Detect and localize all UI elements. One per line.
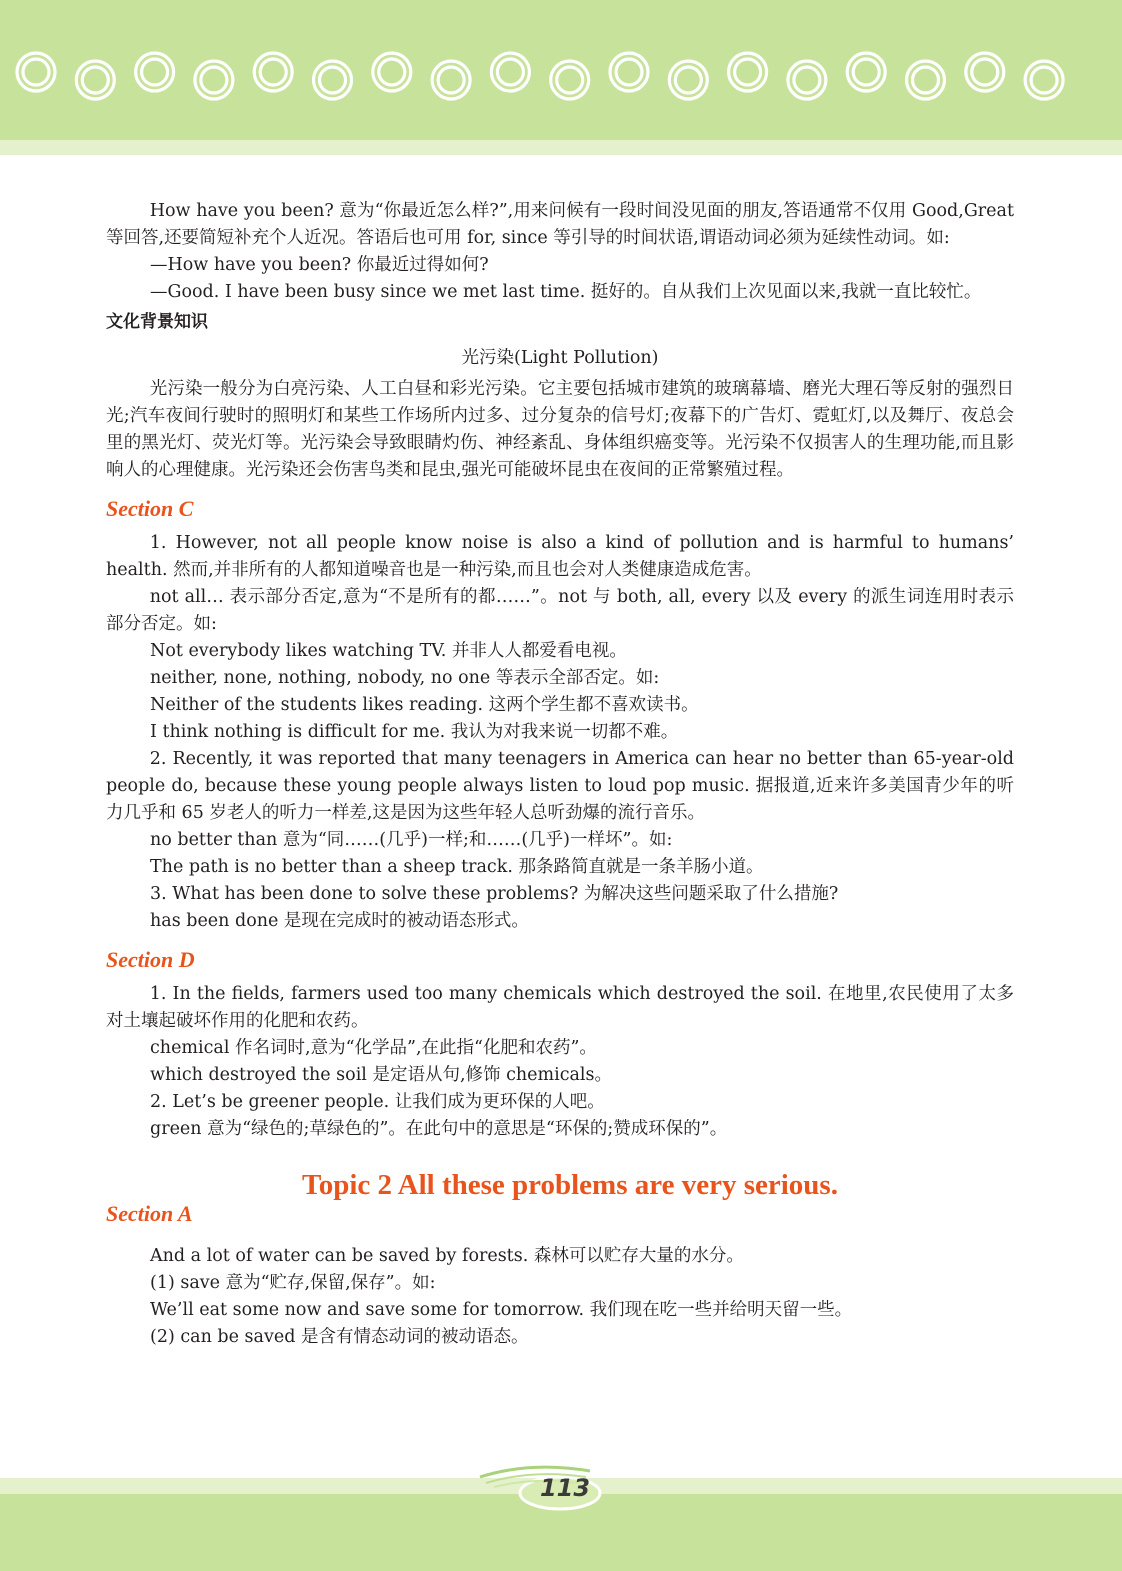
section-d-example-2: which destroyed the soil 是定语从句,修饰 chemicals。	[150, 1065, 613, 1085]
section-c-example-8: has been done 是现在完成时的被动语态形式。	[150, 911, 529, 931]
section-a-example-1: And a lot of water can be saved by forests. 森林可以贮存大量的水分。	[150, 1246, 744, 1266]
topic-2-title: Topic 2 All these problems are very serious.	[302, 1169, 838, 1201]
section-a-title: Section A	[106, 1201, 193, 1226]
section-a-example-3: We’ll eat some now and save some for tomorrow. 我们现在吃一些并给明天留一些。	[150, 1300, 853, 1320]
ring-icon	[669, 61, 707, 99]
page-number: 113	[539, 1474, 591, 1502]
ring-icon	[254, 53, 292, 91]
ring-icon	[551, 61, 589, 99]
ring-icon	[136, 53, 174, 91]
culture-paragraph: 光污染一般分为白亮污染、人工白昼和彩光污染。它主要包括城市建筑的玻璃幕墙、磨光大理石等反射的强烈日光;汽车夜间行驶时的照明灯和某些工作场所内过多、过分复杂的信号灯;夜幕下的广告灯、霓虹灯,以及舞厅、夜总会里的黑光灯、荧光灯等。光污染会导致眼睛灼伤、神经紊乱、身体组织癌变等。光污染不仅损害人的生理功能,而且影响人的心理健康。光污染还会伤害鸟类和昆虫,强光可能破坏昆虫在夜间的正常繁殖过程。	[106, 379, 1014, 480]
ring-icon	[314, 61, 352, 99]
intro-example-1: —How have you been? 你最近过得如何?	[150, 255, 489, 275]
intro-paragraph: How have you been? 意为“你最近怎么样?”,用来问候有一段时间没见面的朋友,答语通常不仅用 Good,Great 等回答,还要简短补充个人近况。答语后也可用 for, since 等引导的时间状语,谓语动词必须为延续性动词。如:	[106, 201, 1014, 248]
section-c-example-3: Neither of the students likes reading. 这两个学生都不喜欢读书。	[150, 695, 699, 715]
section-d-example-3: 2. Let’s be greener people. 让我们成为更环保的人吧。	[150, 1092, 605, 1112]
header-stripe	[0, 140, 1122, 155]
ring-icon	[432, 61, 470, 99]
ring-icon	[1025, 61, 1063, 99]
section-c-example-2: neither, none, nothing, nobody, no one 等表示全部否定。如:	[150, 668, 660, 688]
ring-icon-row	[0, 0, 1122, 140]
section-d-title: Section D	[106, 947, 195, 972]
section-c-example-1: Not everybody likes watching TV. 并非人人都爱看电视。	[150, 641, 627, 661]
ring-icon	[788, 61, 826, 99]
culture-title: 光污染(Light Pollution)	[461, 348, 659, 368]
section-c-example-7: 3. What has been done to solve these problems? 为解决这些问题采取了什么措施?	[150, 884, 839, 904]
section-c-example-6: The path is no better than a sheep track. 那条路简直就是一条羊肠小道。	[150, 857, 764, 877]
ring-icon	[966, 53, 1004, 91]
section-d-paragraph-1: 1. In the fields, farmers used too many chemicals which destroyed the soil. 在地里,农民使用了太多对土壤起破坏作用的化肥和农药。	[106, 984, 1014, 1031]
ring-icon	[195, 61, 233, 99]
intro-example-2: —Good. I have been busy since we met last time. 挺好的。自从我们上次见面以来,我就一直比较忙。	[150, 282, 982, 302]
section-d-example-1: chemical 作名词时,意为“化学品”,在此指“化肥和农药”。	[150, 1038, 597, 1058]
section-c-paragraph-2: not all… 表示部分否定,意为“不是所有的都……”。not 与 both, all, every 以及 every 的派生词连用时表示部分否定。如:	[106, 587, 1014, 634]
ring-icon	[491, 53, 529, 91]
page-content	[106, 198, 1014, 1351]
section-d-example-4: green 意为“绿色的;草绿色的”。在此句中的意思是“环保的;赞成环保的”。	[150, 1119, 728, 1139]
section-c-example-5: no better than 意为“同……(几乎)一样;和……(几乎)一样坏”。如:	[150, 830, 673, 850]
ring-icon	[907, 61, 945, 99]
section-c-title: Section C	[106, 496, 194, 521]
ring-icon	[847, 53, 885, 91]
section-c-example-4: I think nothing is difficult for me. 我认为对我来说一切都不难。	[150, 722, 679, 742]
ring-icon	[17, 53, 55, 91]
section-a-example-2: (1) save 意为“贮存,保留,保存”。如:	[150, 1273, 436, 1293]
ring-icon	[373, 53, 411, 91]
ring-icon	[610, 53, 648, 91]
culture-heading: 文化背景知识	[106, 312, 208, 332]
section-c-paragraph-3: 2. Recently, it was reported that many teenagers in America can hear no better than 65-year-old people do, because these young people always listen to loud pop music. 据报道,近来许多美国青少年的听力几乎和 65 岁老人的听力一样差,这是因为这些年轻人总听劲爆的流行音乐。	[106, 749, 1014, 823]
section-c-paragraph-1: 1. However, not all people know noise is also a kind of pollution and is harmful to humans’ health. 然而,并非所有的人都知道噪音也是一种污染,而且也会对人类健康造成危害。	[106, 533, 1014, 580]
ring-icon	[76, 61, 114, 99]
ring-icon	[729, 53, 767, 91]
section-a-example-4: (2) can be saved 是含有情态动词的被动语态。	[150, 1327, 529, 1347]
